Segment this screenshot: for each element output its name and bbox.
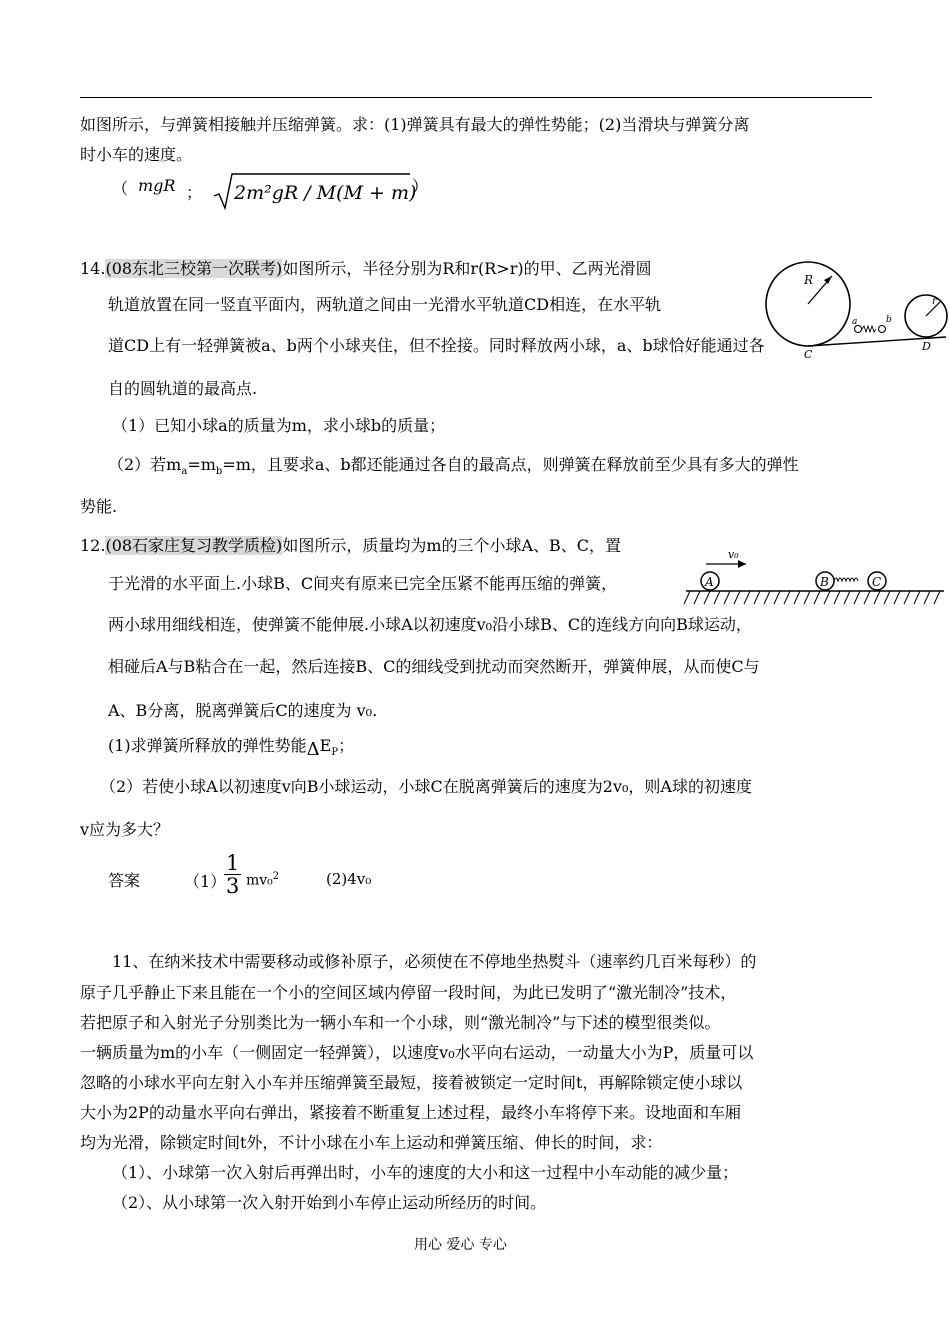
q14-text-line1 — [80, 256, 652, 279]
label-R: R — [804, 273, 814, 287]
q12-line5: A、B分离，脱离弹簧后C的速度为 v₀. — [108, 701, 378, 720]
label-A: A — [705, 575, 714, 589]
q12-text-line1 — [80, 533, 621, 556]
q14-figure-tracks — [764, 258, 950, 361]
q11-sub2: （2）、从小球第一次入射开始到小车停止运动所经历的时间。 — [112, 1193, 547, 1212]
q11-line: 大小为2P的动量水平向右弹出，紧接着不断重复上述过程，最终小车将停下来。设地面和车厢 — [80, 1103, 741, 1122]
q14-number: 14. — [80, 259, 106, 278]
q14-sub1: （1）已知小球a的质量为m，求小球b的质量； — [112, 416, 446, 435]
label-B: B — [820, 575, 829, 589]
q12-sub1: (1)求弹簧所释放的弹性势能$\Delta E_P$； — [108, 736, 355, 760]
q14-line2: 轨道放置在同一竖直平面内，两轨道之间由一光滑水平轨道CD相连，在水平轨 — [108, 295, 662, 314]
q11-line: 均为光滑，除锁定时间t外，不计小球在小车上运动和弹簧压缩、伸长的时间，求： — [80, 1133, 663, 1152]
q11-line: 11、在纳米技术中需要移动或修补原子，必须使在不停地坐热熨斗（速率约几百米每秒）的 — [112, 952, 757, 971]
q12-sub2-line2: v应为多大？ — [80, 820, 170, 839]
q12-answer1-prefix: （1） — [184, 872, 227, 891]
q13-answer1: mgR — [138, 176, 176, 195]
q12-answer2: (2)4v₀ — [326, 870, 372, 888]
q12-line1: 如图所示，质量均为m的三个小球A、B、C，置 — [282, 536, 622, 555]
ball-b — [879, 326, 886, 333]
q11-line: 原子几乎静止下来且能在一个小的空间区域内停留一段时间，为此已发明了“激光制冷”技术， — [80, 983, 737, 1002]
q11-line: 若把原子和入射光子分别类比为一辆小车和一个小球，则“激光制冷”与下述的模型很类似。 — [80, 1013, 721, 1032]
q12-figure-balls — [684, 538, 946, 608]
q12-sub2: （2）若使小球A以初速度v向B小球运动，小球C在脱离弹簧后的速度为2v₀，则A球的初速度 — [100, 777, 752, 796]
q13-line2: 时小车的速度。 — [80, 145, 193, 164]
q13-answer-open: （ — [112, 179, 129, 198]
label-r: r — [932, 296, 937, 307]
q14-line4: 自的圆轨道的最高点. — [108, 379, 258, 398]
q12-answer1-fraction: $\frac{1}{3}$ — [226, 851, 240, 899]
q11-line: 一辆质量为m的小车（一侧固定一轻弹簧），以速度v₀水平向右运动，一动量大小为P，质量可以 — [80, 1043, 754, 1062]
q14-line1: 如图所示，半径分别为R和r(R>r)的甲、乙两光滑圆 — [282, 259, 652, 278]
q12-line3: 两小球用细线相连，使弹簧不能伸展.小球A以初速度v₀沿小球B、C的连线方向向B球运动， — [108, 615, 752, 634]
spring-ab — [862, 326, 876, 332]
q13-answer-close: ） — [412, 177, 429, 196]
label-b: b — [886, 315, 892, 325]
spring-BC — [834, 578, 858, 581]
q13-answer-sep: ； — [186, 183, 203, 202]
label-C: C — [804, 348, 813, 361]
label-v0: v₀ — [728, 548, 739, 561]
label-C: C — [872, 575, 882, 589]
label-D: D — [922, 340, 931, 353]
label-a: a — [852, 317, 858, 327]
q12-line4: 相碰后A与B粘合在一起，然后连接B、C的细线受到扰动而突然断开，弹簧伸展，从而使C与 — [108, 657, 760, 676]
q12-answer1-value: mv₀$^2$ — [246, 871, 280, 889]
v0-arrow-head — [738, 560, 746, 568]
q13-answer2: 2m²gR / M(M + m) — [234, 182, 417, 204]
q12-number: 12. — [80, 536, 106, 555]
q14-source: (08东北三校第一次联考) — [105, 259, 283, 278]
q12-answer-label: 答案 — [108, 871, 141, 890]
q11-line: 忽略的小球水平向左射入小车并压缩弹簧至最短，接着被锁定一定时间t，再解除锁定使小球以 — [80, 1073, 743, 1092]
q13-line1: 如图所示，与弹簧相接触并压缩弹簧。求：(1)弹簧具有最大的弹性势能；(2)当滑块与弹簧分离 — [80, 115, 750, 134]
q11-sub1: （1）、小球第一次入射后再弹出时，小车的速度的大小和这一过程中小车动能的减少量； — [112, 1163, 739, 1182]
q12-line2: 于光滑的水平面上.小球B、C间夹有原来已完全压紧不能再压缩的弹簧， — [108, 574, 618, 593]
q14-sub2-line2: 势能. — [80, 497, 118, 516]
q14-sub2: （2）若$m_a=m_b=m$，且要求a、b都还能通过各自的最高点，则弹簧在释放前至少具有多大的弹性 — [108, 455, 799, 478]
q14-line3: 道CD上有一轻弹簧被a、b两个小球夹住，但不拴接。同时释放两小球，a、b球恰好能通过各 — [108, 336, 765, 355]
ground-hatching — [684, 591, 940, 604]
radius-R-arrow — [824, 276, 832, 284]
q12-source: (08石家庄复习教学质检) — [105, 536, 283, 555]
header-rule — [80, 97, 872, 98]
page-footer: 用心 爱心 专心 — [414, 1237, 507, 1253]
